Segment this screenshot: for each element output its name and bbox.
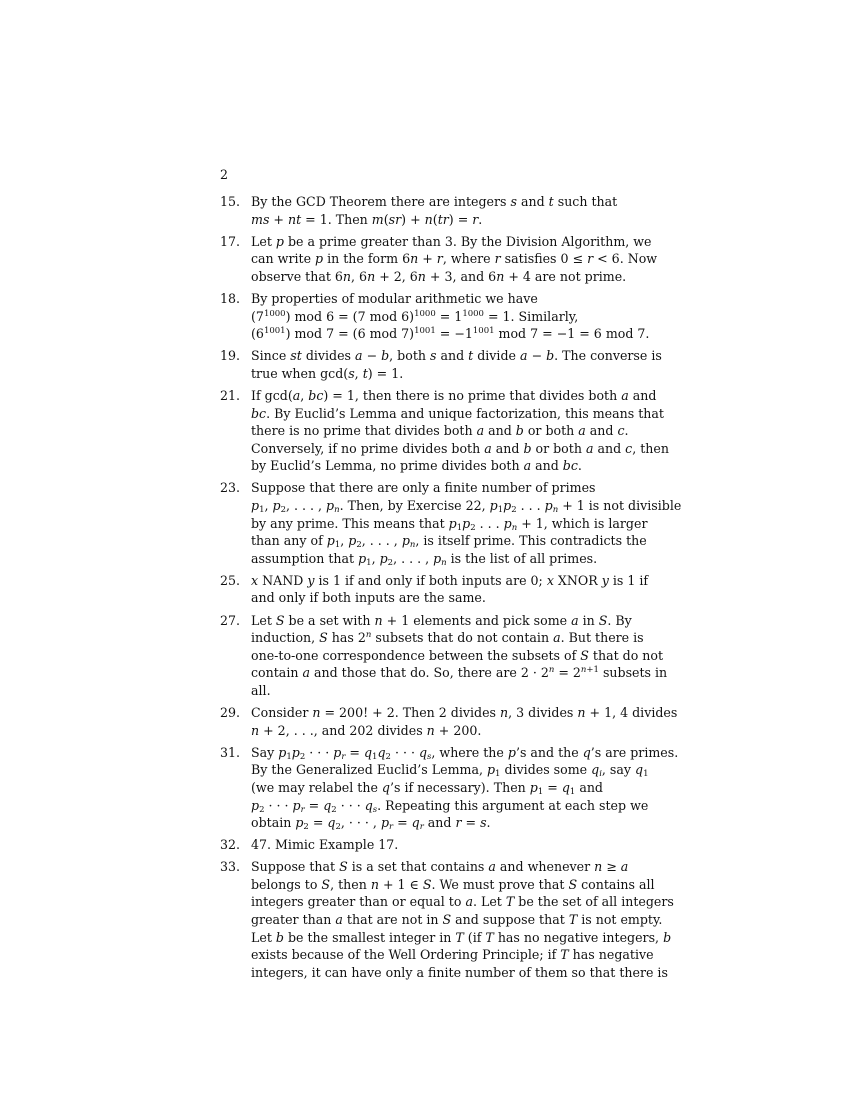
- exercise-line: and only if both inputs are the same.: [251, 590, 486, 606]
- exercise-item: [220, 193, 660, 228]
- exercise-line: than any of $p_1$, $p_2$, . . . , $p_n$, is itself prime. This contradicts the: [251, 533, 647, 551]
- exercise-item: [220, 233, 660, 286]
- exercise-number: 21.: [220, 387, 241, 403]
- exercise-line: By properties of modular arithmetic we have: [251, 290, 538, 306]
- exercise-number: 15.: [220, 194, 241, 209]
- exercise-text: [251, 347, 662, 382]
- exercise-item: [220, 347, 660, 382]
- exercise-number: 33.: [220, 859, 241, 875]
- exercise-line: ms + nt = 1. Then m(sr) + n(tr) = r.: [251, 211, 483, 227]
- exercise-line: $(6^{1001})$ mod 7 = (6 mod $7)^{1001} = -1^{1001}$ mod 7 = −1 = 6 mod 7.: [251, 326, 650, 342]
- exercise-line: 47. Mimic Example 17.: [251, 837, 399, 853]
- exercise-line: one-to-one correspondence between the subsets of S that do not: [251, 647, 664, 663]
- exercise-number: 18.: [220, 290, 241, 306]
- exercise-number: 23.: [220, 480, 241, 496]
- exercise-text: [251, 858, 674, 981]
- exercise-item: [220, 479, 682, 568]
- exercise-line: there is no prime that divides both a and b or both a and c.: [251, 423, 629, 439]
- exercise-item: [220, 836, 660, 854]
- exercise-text: [251, 572, 660, 607]
- exercise-line: observe that 6n, 6n + 2, 6n + 3, and 6n + 4 are not prime.: [251, 268, 627, 284]
- exercise-line: integers greater than or equal to a. Let T be the set of all integers: [251, 894, 674, 910]
- exercise-line: bc. By Euclid’s Lemma and unique factorization, this means that: [251, 405, 664, 421]
- exercise-item: [220, 572, 660, 607]
- page-number: 2: [220, 167, 229, 182]
- exercise-line: integers, it can have only a finite number of them so that there is: [251, 964, 668, 980]
- exercise-line: x NAND y is 1 if and only if both inputs are 0; x XNOR y is 1 if: [251, 572, 649, 588]
- exercise-line: $p_1$, $p_2$, . . . , $p_n$. Then, by Exercise 22, $p_1p_2$ . . . $p_n + 1$ is not divisible: [251, 498, 682, 515]
- exercise-line: true when gcd(s, t) = 1.: [251, 365, 404, 381]
- exercise-number: 31.: [220, 744, 241, 760]
- exercise-item: [220, 858, 674, 981]
- exercise-number: 25.: [220, 572, 241, 588]
- exercise-item: [220, 290, 660, 343]
- exercise-line: By the GCD Theorem there are integers s and t such that: [251, 194, 618, 209]
- exercise-line: $(7^{1000})$ mod 6 = (7 mod $6)^{1000} = 1^{1000} = 1$. Similarly,: [251, 308, 579, 324]
- exercise-line: If gcd(a, bc) = 1, then there is no prime that divides both a and: [251, 387, 657, 403]
- exercise-line: n + 2, . . ., and 202 divides n + 200.: [251, 722, 482, 738]
- exercise-line: can write p in the form 6n + r, where r satisfies 0 ≤ r < 6. Now: [251, 251, 658, 267]
- exercise-number: 29.: [220, 705, 241, 721]
- exercise-number: 19.: [220, 348, 241, 364]
- exercise-line: Conversely, if no prime divides both a and b or both a and c, then: [251, 440, 669, 456]
- exercise-number: 17.: [220, 233, 241, 249]
- exercise-item: [220, 612, 668, 700]
- exercise-line: Since st divides a − b, both s and t divide a − b. The converse is: [251, 348, 662, 364]
- exercise-line: Consider n = 200! + 2. Then 2 divides n, 3 divides n + 1, 4 divides: [251, 705, 678, 721]
- exercise-text: [251, 479, 681, 567]
- exercise-text: [251, 387, 669, 475]
- exercise-text: [251, 193, 660, 228]
- exercise-line: Let p be a prime greater than 3. By the Division Algorithm, we: [251, 233, 652, 249]
- exercise-line: obtain $p_2 = q_2$, · · · , $p_r = q_r$ and r = s.: [251, 815, 491, 833]
- exercise-line: contain a and those that do. So, there are $2 \cdot 2^n = 2^{n+1}$ subsets in: [251, 665, 668, 681]
- exercise-line: Suppose that there are only a finite number of primes: [251, 480, 596, 496]
- exercise-line: induction, S has 2$^n$ subsets that do not contain a. But there is: [251, 630, 644, 646]
- exercise-line: By the Generalized Euclid’s Lemma, $p_1$ divides some $q_i$, say $q_1$: [251, 762, 649, 780]
- exercise-list: [220, 193, 682, 986]
- exercise-number: 27.: [220, 612, 241, 628]
- exercise-line: assumption that $p_1$, $p_2$, . . . , $p_n$ is the list of all primes.: [251, 550, 598, 568]
- exercise-text: [251, 233, 660, 286]
- exercise-text: [251, 612, 667, 700]
- exercise-line: Let S be a set with n + 1 elements and pick some a in S. By: [251, 612, 632, 628]
- exercise-line: all.: [251, 682, 271, 698]
- exercise-item: [220, 744, 679, 833]
- exercise-text: [251, 744, 678, 832]
- exercise-item: [220, 387, 669, 475]
- exercise-number: 32.: [220, 837, 241, 853]
- exercise-text: [251, 836, 660, 854]
- exercise-line: by any prime. This means that $p_1p_2$ . . . $p_n + 1$, which is larger: [251, 515, 648, 533]
- exercise-line: Say $p_1p_2$ · · · $p_r = q_1q_2$ · · · $q_s$, where the p’s and the q’s are primes.: [251, 744, 679, 762]
- exercise-line: exists because of the Well Ordering Principle; if T has negative: [251, 947, 654, 963]
- exercise-text: [251, 290, 660, 343]
- exercise-line: by Euclid’s Lemma, no prime divides both a and bc.: [251, 458, 582, 474]
- exercise-line: Let b be the smallest integer in T (if T has no negative integers, b: [251, 929, 672, 945]
- exercise-item: [220, 704, 678, 739]
- exercise-line: belongs to S, then n + 1 ∈ S. We must prove that S contains all: [251, 876, 655, 892]
- exercise-line: Suppose that S is a set that contains a and whenever n ≥ a: [251, 859, 629, 875]
- exercise-line: $p_2$ · · · $p_r = q_2$ · · · $q_s$. Repeating this argument at each step we: [251, 797, 649, 815]
- exercise-line: (we may relabel the q’s if necessary). Then $p_1 = q_1$ and: [251, 779, 603, 797]
- exercise-line: greater than a that are not in S and suppose that T is not empty.: [251, 912, 663, 928]
- exercise-text: [251, 704, 677, 739]
